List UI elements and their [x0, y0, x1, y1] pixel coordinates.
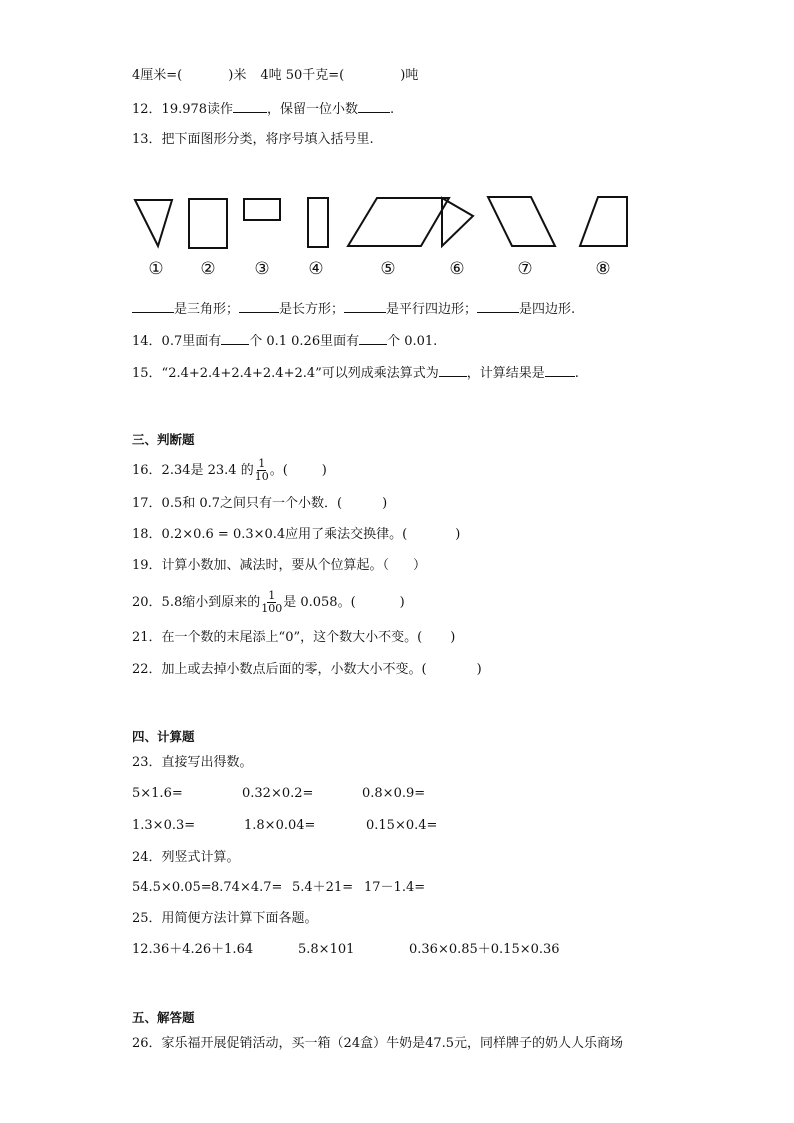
question-19: 19．计算小数加、减法时，要从个位算起。（ ） [132, 558, 427, 573]
question-16: 16．2.34是 23.4 的 $\frac{1}{10}$ 。( ) [132, 457, 327, 483]
question-25: 25．用简便方法计算下面各题。 [132, 911, 318, 926]
question-24: 24．列竖式计算。 [132, 850, 240, 865]
q11-tail: 4厘米=( )米 4吨 50千克=( )吨 [132, 68, 419, 83]
answer-blank[interactable] [233, 100, 267, 113]
q25-items: 12.36＋4.26＋1.64 5.8×101 0.36×0.85＋0.15×0.36 [132, 942, 560, 957]
q23-row-2: 1.3×0.3= 1.8×0.04= 0.15×0.4= [132, 818, 438, 833]
question-22: 22．加上或去掉小数点后面的零，小数大小不变。( ) [132, 662, 482, 677]
q13-answer-line: 是三角形； 是长方形； 是平行四边形； 是四边形. [132, 300, 575, 318]
question-20: 20．5.8缩小到原来的 $\frac{1}{100}$ 是 0.058。( ) [132, 589, 405, 615]
shape-label: ① [148, 259, 164, 279]
question-15: 15．“2.4+2.4+2.4+2.4+2.4”可以列成乘法算式为 ，计算结果是 . [132, 366, 579, 381]
question-12: 12．19.978读作 ，保留一位小数 . [132, 102, 395, 117]
shape-4-rectangle [308, 198, 328, 247]
fraction: $\frac{1}{100}$ [261, 589, 283, 615]
answer-blank[interactable] [477, 300, 519, 313]
question-21: 21．在一个数的末尾添上“0”，这个数大小不变。( ) [132, 630, 456, 645]
q23-row-1: 5×1.6= 0.32×0.2= 0.8×0.9= [132, 786, 426, 801]
shape-1-triangle [135, 200, 172, 246]
fraction: $\frac{1}{10}$ [254, 457, 269, 483]
answer-blank[interactable] [344, 300, 386, 313]
answer-blank[interactable] [221, 332, 249, 345]
shape-3-rectangle [244, 199, 280, 220]
shape-2-rectangle [189, 199, 227, 248]
shape-5-parallelogram [348, 198, 449, 246]
shape-label: ⑧ [595, 259, 611, 279]
q24-items: 54.5×0.05=8.74×4.7= 5.4＋21= 17－1.4= [132, 880, 426, 895]
shape-label: ⑦ [517, 259, 533, 279]
shape-8-trapezoid [580, 197, 627, 246]
answer-blank[interactable] [358, 100, 390, 113]
answer-blank[interactable] [239, 300, 279, 313]
section-title: 三、判断题 [132, 432, 195, 447]
shape-6-triangle [442, 198, 473, 246]
shape-label: ⑥ [449, 259, 465, 279]
section-title: 五、解答题 [132, 1010, 195, 1025]
question-18: 18．0.2×0.6 = 0.3×0.4应用了乘法交换律。( ) [132, 527, 461, 542]
shape-label: ③ [254, 259, 270, 279]
answer-blank[interactable] [132, 300, 174, 313]
question-13: 13．把下面图形分类，将序号填入括号里. [132, 132, 374, 147]
answer-blank[interactable] [359, 332, 387, 345]
shapes-figure [125, 188, 645, 280]
shape-7-parallelogram [488, 197, 555, 246]
answer-blank[interactable] [439, 364, 467, 377]
question-23: 23．直接写出得数。 [132, 755, 253, 770]
shape-label: ④ [308, 259, 324, 279]
shape-label: ② [200, 259, 216, 279]
question-17: 17．0.5和 0.7之间只有一个小数．( ) [132, 496, 388, 511]
question-26: 26．家乐福开展促销活动，买一箱（24盒）牛奶是47.5元，同样牌子的奶人人乐商场 [132, 1036, 624, 1051]
question-14: 14．0.7里面有 个 0.1 0.26里面有 个 0.01. [132, 334, 438, 349]
shape-label: ⑤ [380, 259, 396, 279]
section-title: 四、计算题 [132, 729, 195, 744]
answer-blank[interactable] [545, 364, 575, 377]
